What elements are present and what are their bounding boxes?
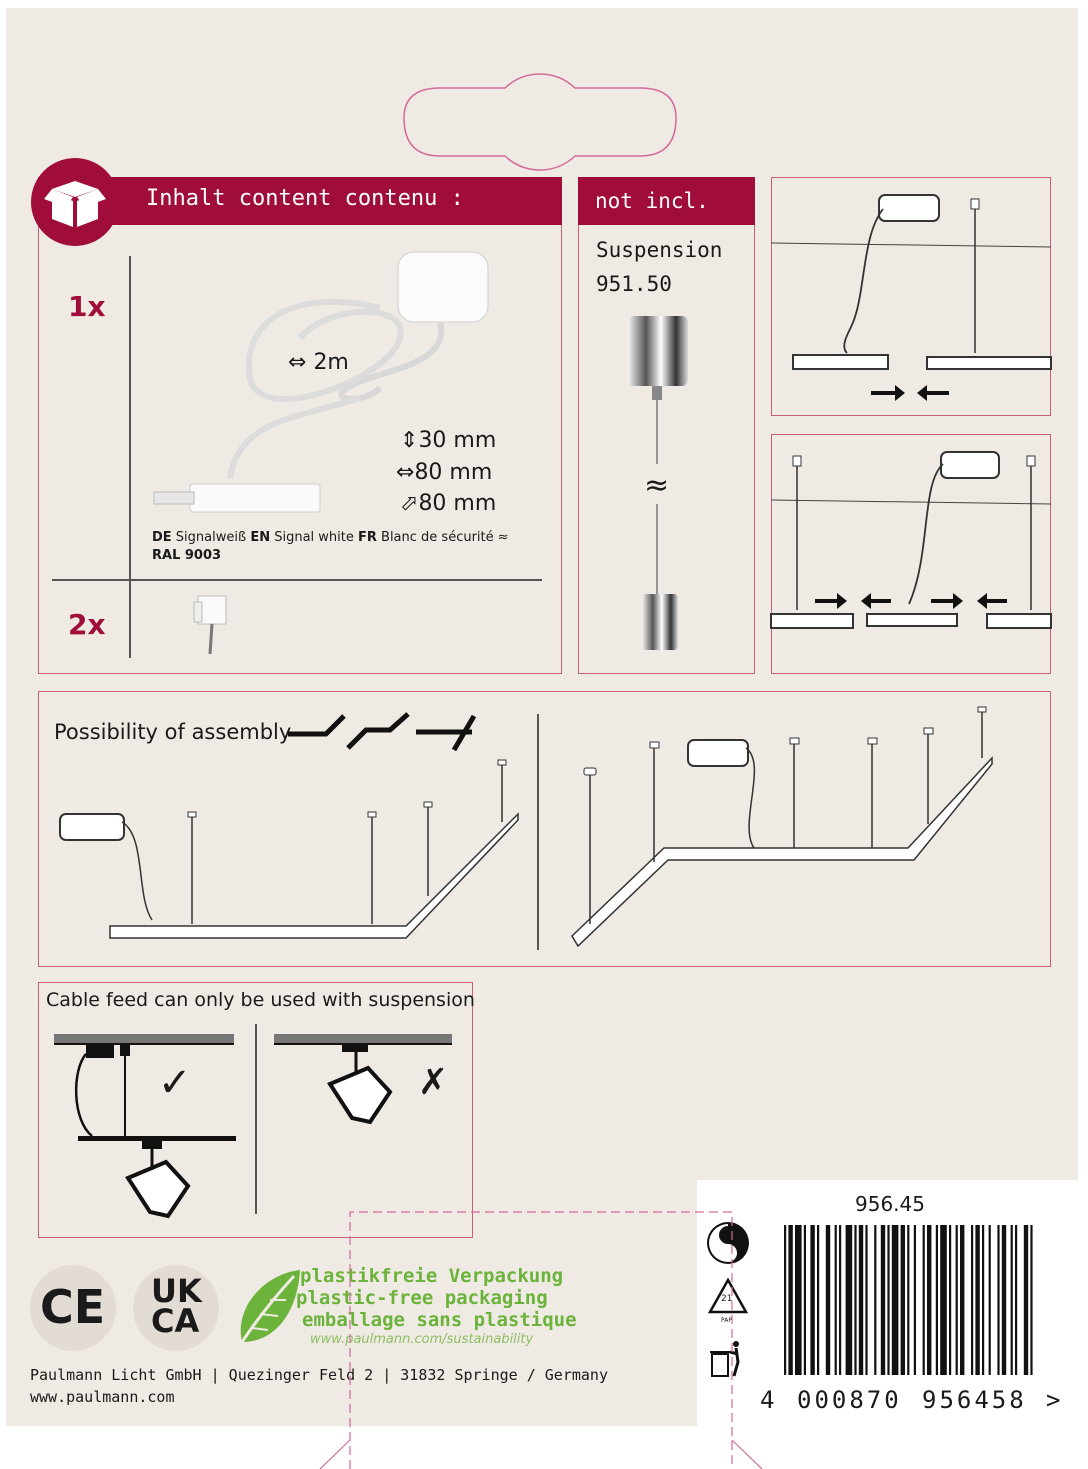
barcode-bar xyxy=(784,1225,786,1375)
barcode-group-1: 000870 xyxy=(797,1386,902,1414)
sustainability-url: www.paulmann.com/sustainability xyxy=(310,1332,534,1347)
barcode-bar xyxy=(887,1225,889,1375)
barcode-bar xyxy=(914,1225,916,1375)
assembly-diagram-right xyxy=(568,704,998,954)
barcode-bar xyxy=(865,1225,867,1375)
barcode-bar xyxy=(881,1225,885,1375)
barcode-bar xyxy=(923,1225,925,1375)
ukca-line1: UK xyxy=(151,1272,202,1310)
barcode xyxy=(780,1225,1050,1385)
diagonal-arrow-icon: ⬀ xyxy=(400,491,419,516)
dimension-depth-value: 80 mm xyxy=(418,491,497,516)
hanger-tab-outline xyxy=(0,0,1088,200)
ce-mark-text: CE xyxy=(40,1280,106,1334)
barcode-bar xyxy=(1011,1225,1013,1375)
barcode-bar xyxy=(839,1225,841,1375)
lang-code-en: EN xyxy=(250,530,271,545)
product-code: 956.45 xyxy=(855,1192,925,1216)
barcode-bar xyxy=(1002,1225,1006,1375)
company-website: www.paulmann.com xyxy=(30,1388,175,1406)
color-de: Signalweiß xyxy=(171,530,251,545)
leaf-icon xyxy=(234,1268,304,1348)
end-cap-image xyxy=(192,588,232,658)
ok-check-icon: ✓ xyxy=(158,1060,192,1106)
not-ok-cross-icon: ✗ xyxy=(418,1062,449,1103)
barcode-bar xyxy=(1024,1225,1028,1375)
barcode-bar xyxy=(854,1225,856,1375)
barcode-bar xyxy=(975,1225,979,1375)
approx-symbol: ≈ xyxy=(644,468,670,503)
content-divider-vertical xyxy=(129,256,131,658)
cable-feed-divider xyxy=(255,1024,257,1214)
barcode-bar xyxy=(874,1225,876,1375)
recycle-number: 21 xyxy=(721,1294,733,1304)
company-address: Paulmann Licht GmbH | Quezinger Feld 2 | 31832 Springe / Germany xyxy=(30,1366,608,1384)
content-divider-horizontal xyxy=(52,579,542,581)
not-included-header: not incl. xyxy=(595,189,709,213)
assembly-title: Possibility of assembly xyxy=(54,720,292,744)
barcode-bar xyxy=(997,1225,999,1375)
dimension-height xyxy=(400,428,496,453)
cable-feed-correct-diagram xyxy=(52,1030,252,1230)
packaging-de: plastikfreie Verpackung xyxy=(300,1265,564,1287)
barcode-bar xyxy=(901,1225,905,1375)
lang-code-fr: FR xyxy=(358,530,377,545)
assembly-shape-icons xyxy=(286,712,486,752)
barcode-bar xyxy=(907,1225,909,1375)
ukca-line2: CA xyxy=(151,1302,200,1340)
barcode-bar xyxy=(971,1225,973,1375)
barcode-end-marker: > xyxy=(1046,1386,1061,1414)
quantity-2: 2x xyxy=(68,608,106,641)
horizontal-arrows-icon: ⇔ xyxy=(288,350,307,375)
length-value: 2m xyxy=(313,350,349,375)
packaging-en: plastic-free packaging xyxy=(296,1287,548,1309)
box-icon xyxy=(30,157,120,247)
cable-feed-title: Cable feed can only be used with suspension xyxy=(46,989,475,1011)
barcode-bar xyxy=(949,1225,951,1375)
barcode-bar xyxy=(859,1225,863,1375)
lang-code-de: DE xyxy=(152,530,172,545)
tidyman-bin-icon xyxy=(708,1340,748,1380)
barcode-bar xyxy=(956,1225,958,1375)
assembly-diagram-left xyxy=(56,756,526,996)
barcode-bar xyxy=(810,1225,814,1375)
suspension-name: Suspension xyxy=(596,238,723,262)
barcode-bar xyxy=(788,1225,792,1375)
barcode-bar xyxy=(1015,1225,1017,1375)
barcode-bar xyxy=(804,1225,806,1375)
barcode-bar xyxy=(835,1225,837,1375)
barcode-bar xyxy=(989,1225,991,1375)
packaging-fr: emballage sans plastique xyxy=(302,1309,577,1331)
barcode-bar xyxy=(846,1225,853,1375)
dimension-width-value: 80 mm xyxy=(414,460,493,485)
join-diagram-2 xyxy=(771,434,1051,674)
barcode-bar xyxy=(1030,1225,1032,1375)
horizontal-arrows-icon: ⇔ xyxy=(396,460,415,485)
dimension-depth xyxy=(400,491,496,516)
quantity-1: 1x xyxy=(68,290,106,323)
color-en: Signal white xyxy=(270,530,358,545)
barcode-bar xyxy=(960,1225,964,1375)
length-label xyxy=(288,350,349,375)
color-fr: Blanc de sécurité ≈ xyxy=(376,530,509,545)
barcode-bar xyxy=(927,1225,931,1375)
barcode-bar xyxy=(817,1225,819,1375)
barcode-bar xyxy=(936,1225,938,1375)
assembly-divider xyxy=(537,714,539,950)
suspension-code: 951.50 xyxy=(596,272,672,296)
dimension-width xyxy=(396,460,492,485)
content-header-text: Inhalt content contenu : xyxy=(146,186,464,211)
vertical-arrows-icon: ⇕ xyxy=(400,428,419,453)
green-dot-icon xyxy=(705,1220,751,1266)
barcode-bar xyxy=(940,1225,947,1375)
dimension-height-value: 30 mm xyxy=(418,428,497,453)
barcode-bar xyxy=(982,1225,984,1375)
barcode-digit-first: 4 xyxy=(760,1386,775,1414)
barcode-group-2: 956458 xyxy=(922,1386,1027,1414)
color-spec-line2: RAL 9003 xyxy=(152,548,222,563)
color-spec-line1 xyxy=(152,530,509,545)
barcode-bar xyxy=(826,1225,830,1375)
barcode-bar xyxy=(892,1225,899,1375)
recycle-label: PAP xyxy=(721,1317,732,1324)
join-diagram-1 xyxy=(771,177,1051,416)
barcode-bar xyxy=(795,1225,802,1375)
